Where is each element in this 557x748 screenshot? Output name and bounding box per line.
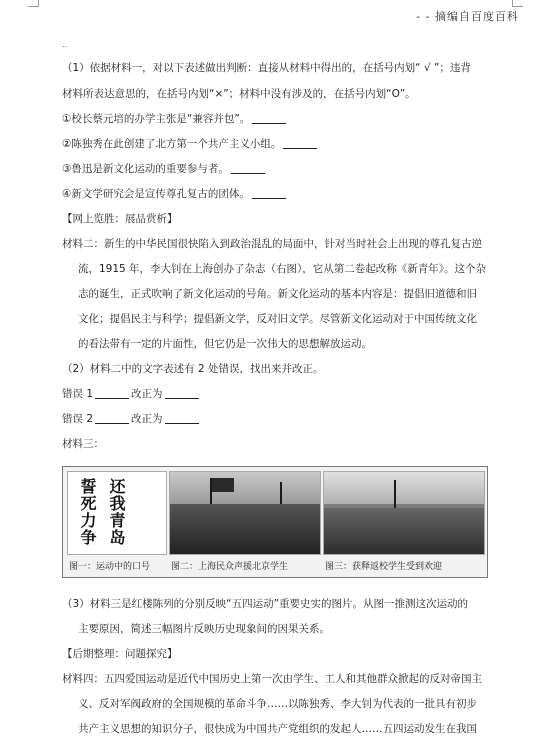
page-corner-mark-right — [512, 0, 523, 7]
q2-error-2: 错误 2 改正为 — [62, 411, 201, 426]
figure-caption-1: 图一：运动中的口号 — [69, 562, 151, 572]
q1-item-2: ②陈独秀在此创建了北方第一个共产主义小组。 — [62, 136, 319, 151]
photo-sky — [324, 472, 484, 504]
material4-line-2: 义、反对军阀政府的全国规模的革命斗争……以陈独秀、李大钊为代表的一批具有初步 — [78, 698, 477, 710]
source-note: - - 摘编自百度百科 — [416, 10, 519, 23]
material4-line-3: 共产主义思想的知识分子，很快成为中国共产党组织的发起人……五四运动发生在我国 — [78, 723, 477, 735]
material4-line-1: 材料四：五四爱国运动是近代中国历史上第一次由学生、工人和其他群众掀起的反对帝国主 — [62, 673, 482, 685]
material3-label: 材料三： — [62, 438, 104, 450]
answer-blank[interactable] — [252, 113, 286, 124]
q3-line-2: 主要原因，简述三幅图片反映历史现象间的因果关系。 — [78, 623, 330, 635]
material2-line-2: 流，1915 年，李大钊在上海创办了杂志（右图），它从第二卷起改称《新青年》。这个杂 — [78, 263, 487, 275]
answer-blank[interactable] — [231, 163, 265, 174]
material2-line-1: 材料二：新生的中华民国很快陷入到政治混乱的局面中，针对当时社会上出现的尊孔复古逆 — [62, 238, 482, 250]
material2-line-4: 文化；提倡民主与科学；提倡新文学，反对旧文学。尽管新文化运动对于中国传统文化 — [78, 313, 477, 325]
page-corner-mark-left — [28, 0, 39, 7]
material2-line-5: 的看法带有一定的片面性，但它仍是一次伟大的思想解放运动。 — [78, 338, 372, 350]
q1-line-1: （1）依据材料一，对以下表述做出判断：直接从材料中得出的，在括号内划“ √ ”；违背 — [62, 62, 471, 74]
section-heading-exhibits: 【网上览胜：展品赏析】 — [62, 213, 178, 225]
figure-caption-3: 图三：获释返校学生受到欢迎 — [325, 562, 443, 572]
shanghai-rally-photo — [169, 471, 321, 555]
photo-crowd — [170, 504, 320, 554]
q1-item-1: ①校长蔡元培的办学主张是“兼容并包”。 — [62, 111, 288, 126]
error-blank[interactable] — [95, 388, 129, 399]
students-return-photo — [323, 471, 485, 555]
q2-intro: （2）材料二中的文字表述有 2 处错误，找出来并改正。 — [62, 363, 324, 375]
photo-crowd — [324, 508, 484, 554]
slogan-column-left: 还我青岛 — [107, 478, 126, 546]
q1-line-2: 材料所表达意思的，在括号内划“×”；材料中没有涉及的，在括号内划“O”。 — [62, 88, 416, 100]
historical-photos-figure — [62, 466, 488, 578]
paragraph-mark: .. — [62, 40, 68, 49]
slogan-column-right: 誓死力争 — [78, 478, 97, 546]
q3-line-1: （3）材料三是红楼陈列的分别反映“五四运动”重要史实的图片。从图一推测这次运动的 — [62, 598, 469, 610]
q1-item-4: ④新文学研究会是宣传尊孔复古的团体。 — [62, 186, 288, 201]
photo-sky — [170, 472, 320, 504]
q1-item-3: ③鲁迅是新文化运动的重要参与者。 — [62, 161, 267, 176]
answer-blank[interactable] — [252, 188, 286, 199]
q2-error-1: 错误 1 改正为 — [62, 386, 201, 401]
answer-blank[interactable] — [283, 138, 317, 149]
material2-line-3: 志的诞生，正式吹响了新文化运动的号角。新文化运动的基本内容是：提倡旧道德和旧 — [78, 288, 477, 300]
slogan-image — [67, 471, 167, 555]
section-heading-inquiry: 【后期整理：问题探究】 — [62, 648, 178, 660]
correction-blank[interactable] — [165, 413, 199, 424]
flag-banner — [212, 478, 234, 492]
correction-blank[interactable] — [165, 388, 199, 399]
figure-caption-2: 图二：上海民众声援北京学生 — [171, 562, 289, 572]
error-blank[interactable] — [95, 413, 129, 424]
